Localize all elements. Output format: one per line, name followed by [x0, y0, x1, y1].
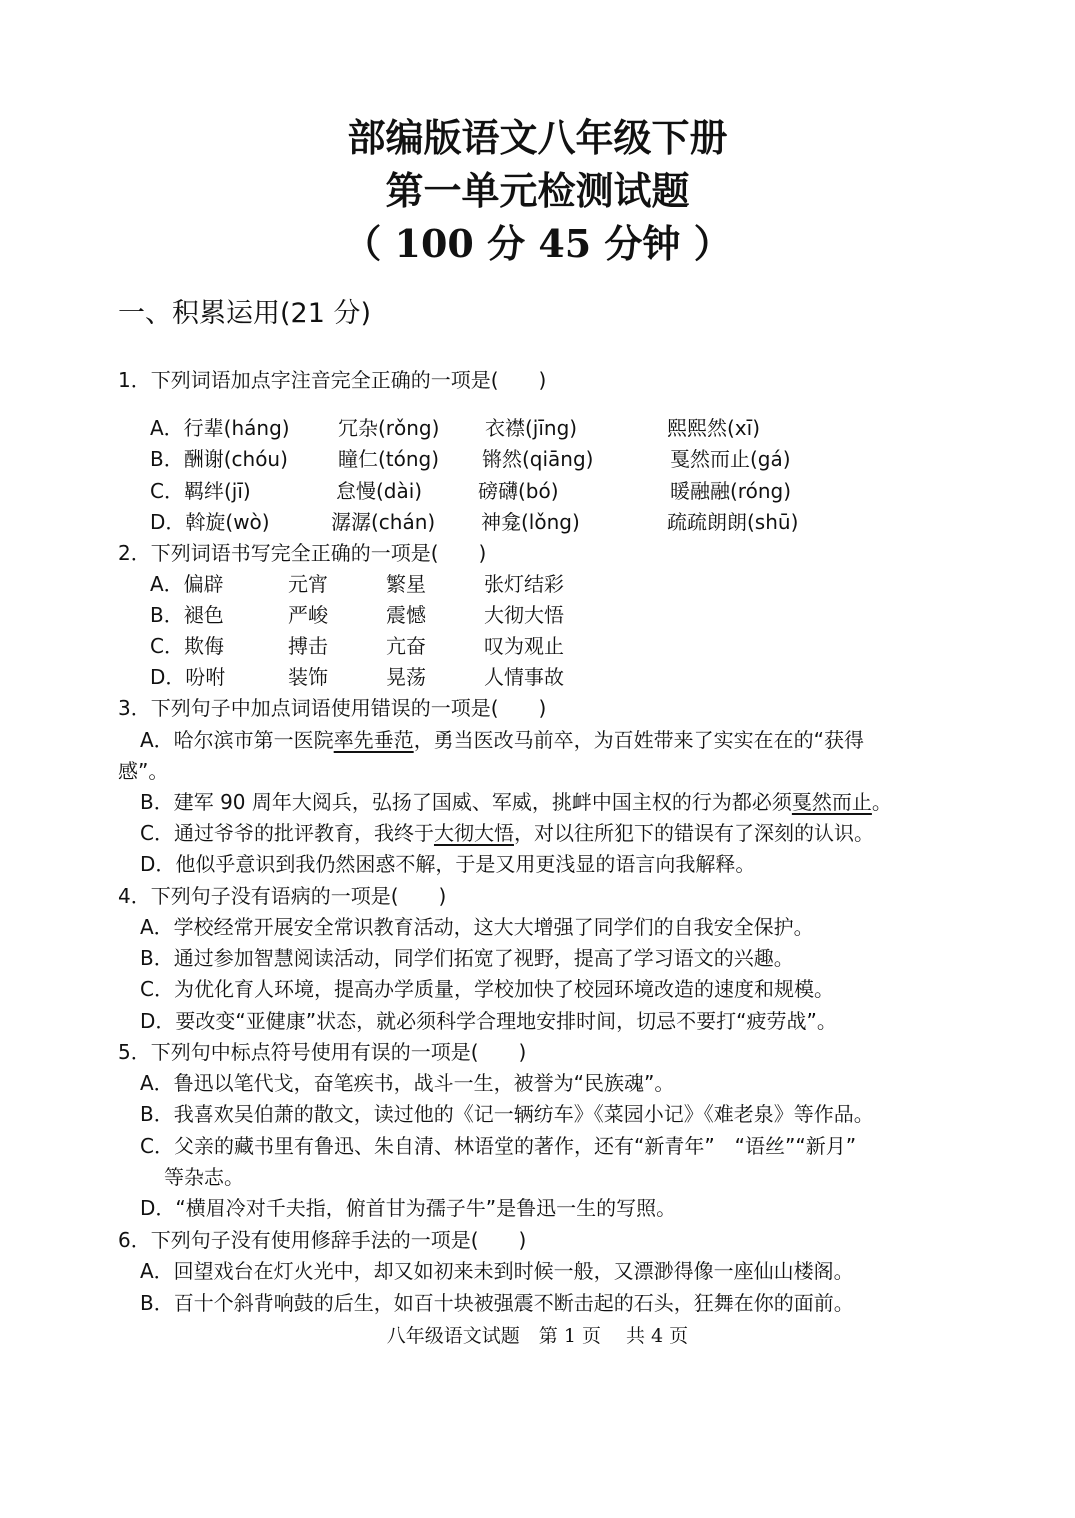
- q2-option-b-1: B．褪色: [150, 603, 224, 627]
- q3-option-b-rest: 。: [871, 790, 892, 814]
- q2-option-c-4: 叹为观止: [484, 634, 564, 658]
- q1-option-a-4: 熙熙然(xī): [667, 416, 760, 440]
- q2-option-d-1: D．吩咐: [150, 665, 226, 689]
- q5-option-a: A．鲁迅以笔代戈，奋笔疾书，战斗一生，被誉为“民族魂”。: [140, 1071, 675, 1095]
- q3-option-b: [140, 788, 892, 816]
- q2-option-a-3: 繁星: [386, 572, 426, 596]
- q1-option-a-2: 冗杂(rǒng): [338, 416, 440, 440]
- q1-option-d-2: 潺潺(chán): [331, 510, 436, 534]
- question-5-stem: 5．下列句中标点符号使用有误的一项是( ): [118, 1040, 527, 1064]
- q1-option-d-3: 神龛(lǒng): [481, 510, 580, 534]
- q4-option-d: D．要改变“亚健康”状态，就必须科学合理地安排时间，切忌不要打“疲劳战”。: [140, 1009, 837, 1033]
- q3-option-c-text: C．通过爷爷的批评教育，我终于: [140, 821, 434, 845]
- q1-option-b-4: 戛然而止(gá): [670, 447, 791, 471]
- q1-option-b-3: 锵然(qiāng): [482, 447, 594, 471]
- q3-underlined-term-b: 戛然而止: [791, 790, 872, 814]
- q2-option-d-2: 装饰: [288, 665, 328, 689]
- q3-option-b-text: B．建军 90 周年大阅兵，弘扬了国威、军威，挑衅中国主权的行为都必须: [140, 790, 792, 814]
- q1-option-d-4: 疏疏朗朗(shū): [667, 510, 799, 534]
- q2-option-c-1: C．欺侮: [150, 634, 224, 658]
- section-heading: 一、积累运用(21 分): [118, 298, 372, 329]
- question-6-stem: 6．下列句子没有使用修辞手法的一项是( ): [118, 1228, 527, 1252]
- q3-option-c-rest: ，对以往所犯下的错误有了深刻的认识。: [513, 821, 874, 845]
- q1-option-a-1: A．行辈(háng): [150, 416, 290, 440]
- q2-option-a-2: 元宵: [288, 572, 328, 596]
- q3-underlined-term-a: 率先垂范: [333, 728, 414, 752]
- q3-option-a-text: A．哈尔滨市第一医院: [140, 728, 334, 752]
- q1-option-c-2: 怠慢(dài): [336, 479, 423, 503]
- q6-option-b: B．百十个斜背响鼓的后生，如百十块被强震不断击起的石头，狂舞在你的面前。: [140, 1291, 854, 1315]
- q2-option-b-3: 震憾: [386, 603, 426, 627]
- q4-option-b: B．通过参加智慧阅读活动，同学们拓宽了视野，提高了学习语文的兴趣。: [140, 946, 794, 970]
- q5-option-d: D．“横眉冷对千夫指，俯首甘为孺子牛”是鲁迅一生的写照。: [140, 1196, 677, 1220]
- q6-option-a: A．回望戏台在灯火光中，却又如初来未到时候一般，又漂渺得像一座仙山楼阁。: [140, 1259, 854, 1283]
- q3-option-a-rest: ，勇当医改马前卒，为百姓带来了实实在在的“获得: [413, 728, 865, 752]
- exam-subtitle: 第一单元检测试题: [385, 168, 690, 213]
- q1-option-d-1: D．斡旋(wò): [150, 510, 270, 534]
- q1-option-c-3: 磅礴(bó): [478, 479, 559, 503]
- q1-option-a-3: 衣襟(jīng): [485, 416, 578, 440]
- q3-option-a-continuation: 感”。: [118, 759, 169, 783]
- question-3-stem: 3．下列句子中加点词语使用错误的一项是( ): [118, 696, 547, 720]
- exam-title: 部编版语文八年级下册: [347, 115, 728, 160]
- q3-option-a: [140, 726, 864, 754]
- q1-option-c-1: C．羁绊(jī): [150, 479, 251, 503]
- q4-option-c: C．为优化育人环境，提高办学质量，学校加快了校园环境改造的速度和规模。: [140, 977, 834, 1001]
- q3-option-c: [140, 819, 874, 847]
- exam-duration: （ 100 分 45 分钟 ）: [343, 221, 732, 266]
- q2-option-d-4: 人情事故: [484, 665, 564, 689]
- page-footer: 八年级语文试题 第 1 页 共 4 页: [386, 1325, 689, 1347]
- q1-option-b-1: B．酬谢(chóu): [150, 447, 288, 471]
- question-4-stem: 4．下列句子没有语病的一项是( ): [118, 884, 447, 908]
- q5-option-b: B．我喜欢吴伯萧的散文，读过他的《记一辆纺车》《菜园小记》《难老泉》等作品。: [140, 1102, 874, 1126]
- question-1-stem: 1．下列词语加点字注音完全正确的一项是( ): [118, 368, 547, 392]
- q2-option-b-2: 严峻: [288, 603, 328, 627]
- q2-option-d-3: 晃荡: [386, 665, 426, 689]
- q2-option-c-3: 亢奋: [386, 634, 426, 658]
- q5-option-c-continuation: 等杂志。: [164, 1165, 244, 1189]
- q1-option-b-2: 瞳仁(tóng): [338, 447, 440, 471]
- q4-option-a: A．学校经常开展安全常识教育活动，这大大增强了同学们的自我安全保护。: [140, 915, 814, 939]
- q1-option-c-4: 暖融融(róng): [670, 479, 791, 503]
- q2-option-b-4: 大彻大悟: [484, 603, 564, 627]
- q5-option-c: C．父亲的藏书里有鲁迅、朱自清、林语堂的著作，还有“新青年” “语丝”“新月”: [140, 1134, 857, 1158]
- q2-option-c-2: 搏击: [288, 634, 328, 658]
- q3-underlined-term-c: 大彻大悟: [433, 821, 514, 845]
- q3-option-d: D．他似乎意识到我仍然困惑不解，于是又用更浅显的语言向我解释。: [140, 852, 756, 876]
- q2-option-a-1: A．偏辟: [150, 572, 224, 596]
- q2-option-a-4: 张灯结彩: [484, 572, 564, 596]
- question-2-stem: 2．下列词语书写完全正确的一项是( ): [118, 541, 487, 565]
